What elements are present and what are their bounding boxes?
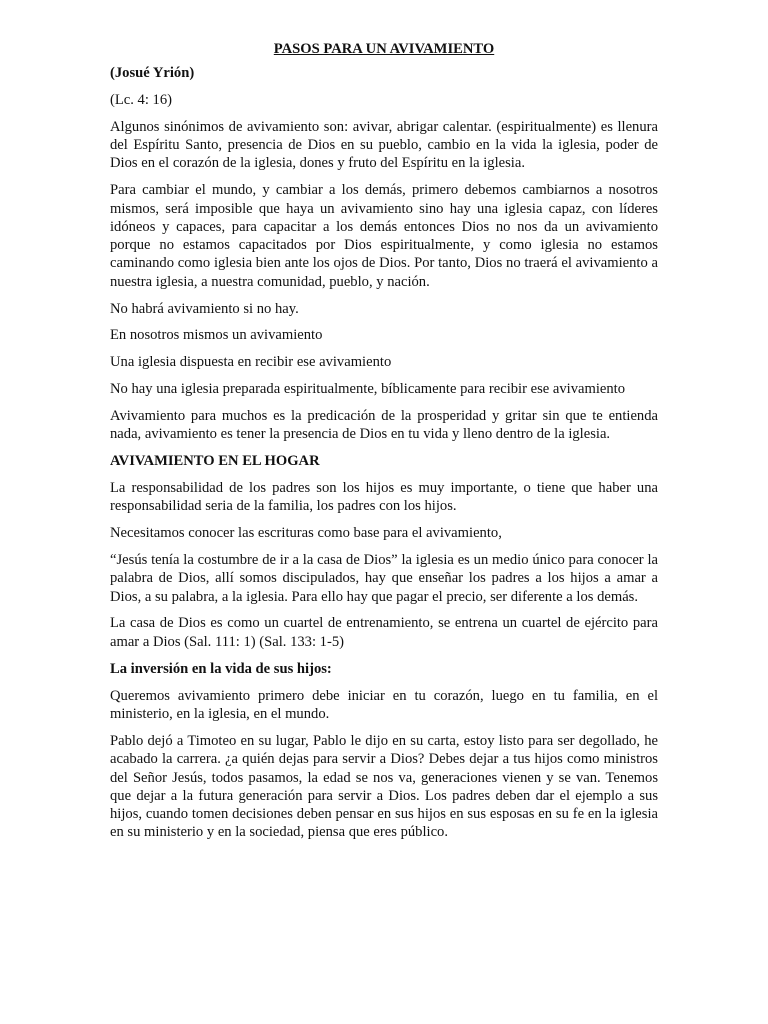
paragraph: Una iglesia dispuesta en recibir ese avivamiento [110,354,392,371]
paragraph: Avivamiento para muchos es la predicación de la prosperidad y gritar sin que te entienda nada, avivamiento es tener la presencia de Dios en tu vida y lleno dentro de la iglesia. [110,407,658,443]
section-heading-hogar: AVIVAMIENTO EN EL HOGAR [110,452,320,469]
document-title: PASOS PARA UN AVIVAMIENTO [273,41,495,57]
paragraph: No hay una iglesia preparada espiritualmente, bíblicamente para recibir ese avivamiento [110,380,626,397]
scripture-reference: (Lc. 4: 16) [110,92,173,109]
paragraph: Para cambiar el mundo, y cambiar a los demás, primero debemos cambiarnos a nosotros mismos, será imposible que haya un avivamiento sino hay una iglesia capaz, con líderes idóneos y capaces, para capacitar a los demás entonces Dios no nos da un avivamiento porque no estamos capacitados por Dios espiritualmente, y como iglesia no estamos caminando como iglesia bien ante los ojos de Dios. Por tanto, Dios no traerá el avivamiento a nuestra iglesia, a nuestra comunidad, pueblo, y nación. [110,182,658,290]
author-line: (Josué Yrión) [110,65,195,82]
paragraph: Pablo dejó a Timoteo en su lugar, Pablo le dijo en su carta, estoy listo para ser degollado, he acabado la carrera. ¿a quién dejas para servir a Dios? Debes dejar a tus hijos como ministros del Señor Jesús, todos pasamos, la edad se nos va, generaciones vienen y se van. Tenemos que dejar a la futura generación para servir a Dios. Los padres deben dar el ejemplo a sus hijos, cuando tomen decisiones deben pensar en sus hijos en sus esposas en su fe en la iglesia en su ministerio y en la sociedad, piensa que eres público. [110,732,658,841]
section-heading-inversion: La inversión en la vida de sus hijos: [110,660,332,677]
paragraph: La casa de Dios es como un cuartel de entrenamiento, se entrena un cuartel de ejército para amar a Dios (Sal. 111: 1) (Sal. 133: 1-5) [110,615,658,650]
paragraph: La responsabilidad de los padres son los hijos es muy importante, o tiene que haber una responsabilidad seria de la familia, los padres con los hijos. [110,480,658,515]
paragraph: No habrá avivamiento si no hay. [110,300,299,317]
paragraph: “Jesús tenía la costumbre de ir a la casa de Dios” la iglesia es un medio único para conocer la palabra de Dios, allí somos discipulados, hay que enseñar los padres a los hijos a amar a Dios, a su palabra, a la iglesia. Para ello hay que pagar el precio, ser diferente a los demás. [110,552,658,605]
paragraph: Necesitamos conocer las escrituras como base para el avivamiento, [110,525,502,542]
paragraph: Queremos avivamiento primero debe iniciar en tu corazón, luego en tu familia, en el ministerio, en la iglesia, en el mundo. [110,687,658,723]
paragraph: Algunos sinónimos de avivamiento son: avivar, abrigar calentar. (espiritualmente) es llenura del Espíritu Santo, presencia de Dios en su pueblo, cambio en la vida la iglesia, poder de Dios en el corazón de la iglesia, dones y fruto del Espíritu en la iglesia. [110,118,658,172]
document-page [110,40,658,850]
paragraph: En nosotros mismos un avivamiento [110,327,323,344]
